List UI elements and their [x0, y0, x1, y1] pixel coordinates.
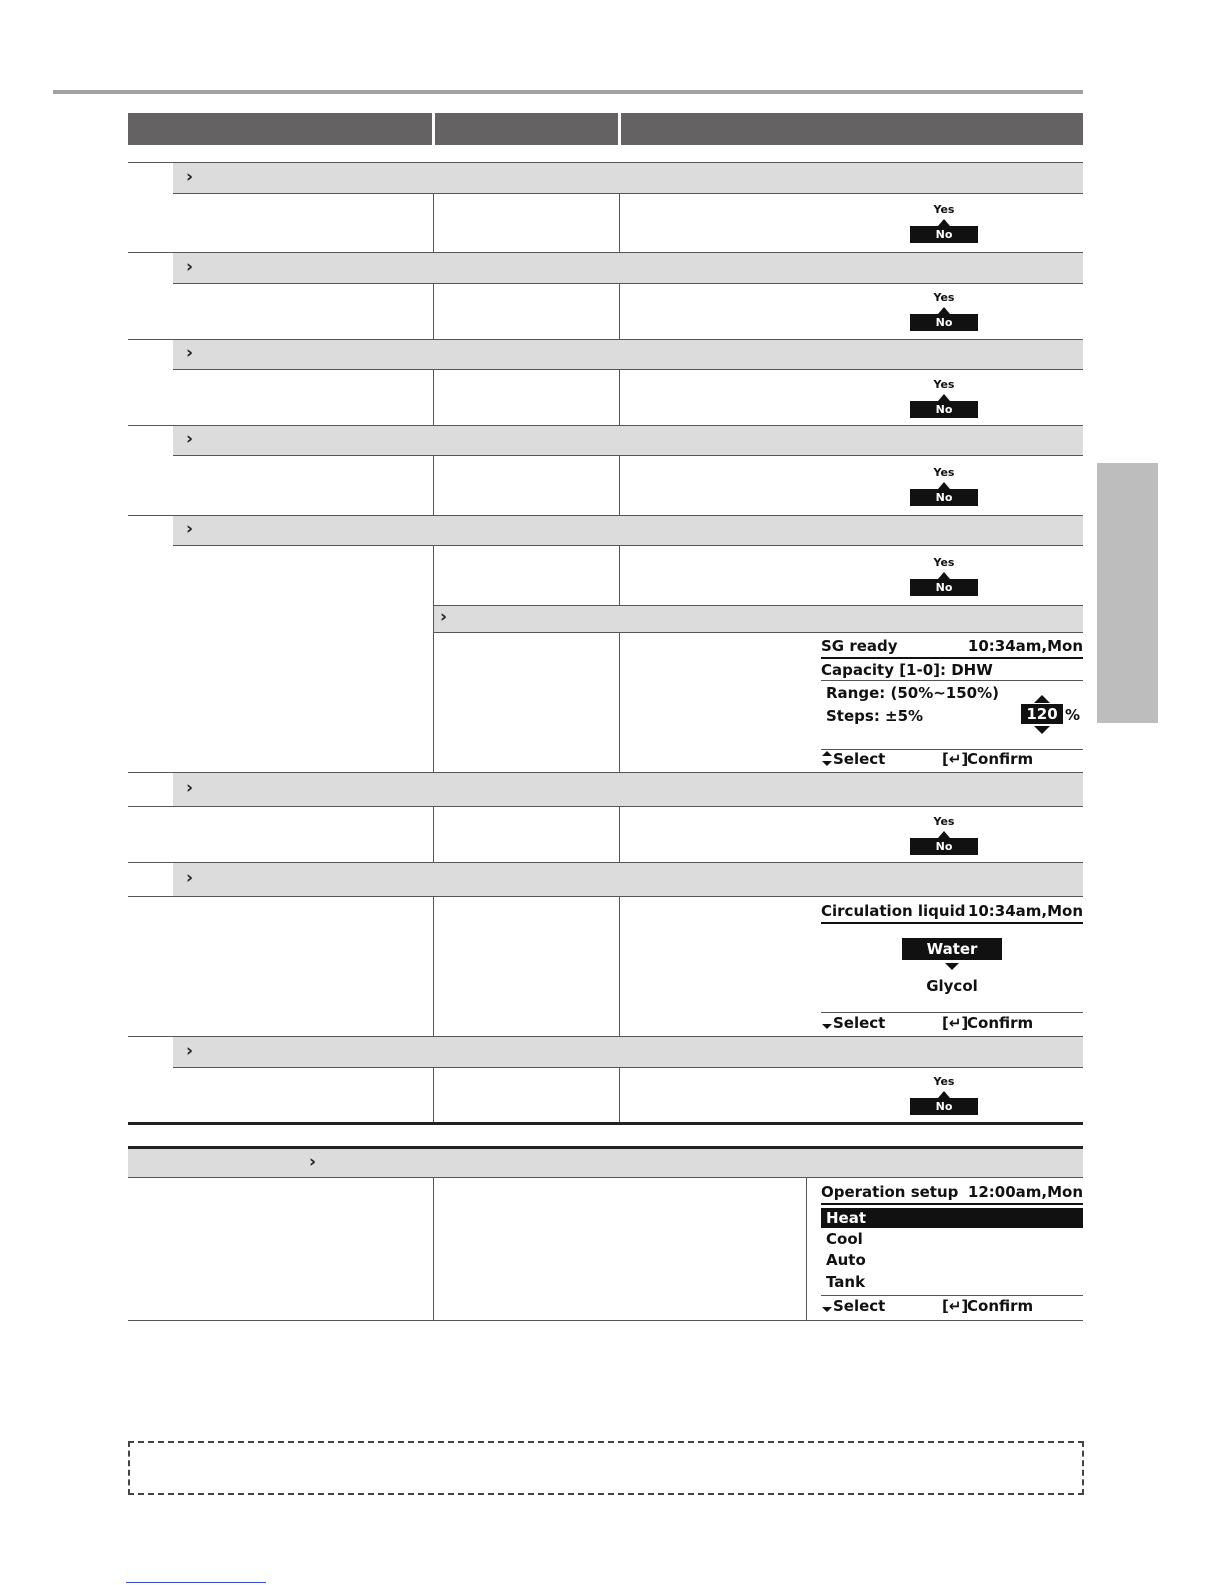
row-divider: [173, 283, 1083, 284]
option-yes[interactable]: Yes: [933, 466, 955, 479]
option-yes[interactable]: Yes: [933, 1075, 955, 1088]
chevron-right-icon: ›: [309, 1152, 317, 1172]
chevron-right-icon: ›: [186, 167, 194, 187]
group-band-1: [173, 163, 1083, 193]
row-divider: [128, 1177, 1083, 1178]
group-band-9: [128, 1149, 1083, 1177]
screen-divider: [821, 922, 1083, 924]
option-yes[interactable]: Yes: [933, 815, 955, 828]
option-no-selected[interactable]: No: [910, 314, 978, 331]
arrow-up-icon: [938, 831, 950, 838]
decrease-arrow-icon[interactable]: [1034, 726, 1050, 734]
col-divider: [619, 370, 620, 425]
col-divider: [433, 897, 434, 1036]
arrow-up-icon: [938, 307, 950, 314]
table-header-col-1: [128, 113, 432, 145]
increase-arrow-icon[interactable]: [1034, 695, 1050, 703]
confirm-hint: Confirm: [967, 750, 1034, 768]
chevron-right-icon: ›: [186, 868, 194, 888]
arrow-up-icon: [938, 394, 950, 401]
note-box: [128, 1441, 1084, 1495]
col-divider: [619, 1068, 620, 1122]
row-divider: [173, 1067, 1083, 1068]
chapter-side-tab: [1097, 463, 1158, 723]
screen-time: 10:34am,Mon: [967, 902, 1083, 920]
row-divider: [173, 193, 1083, 194]
arrow-up-icon: [938, 482, 950, 489]
screen-time: 12:00am,Mon: [967, 1183, 1083, 1201]
col-divider: [433, 284, 434, 339]
arrow-up-icon: [938, 572, 950, 579]
yes-no-selector[interactable]: [910, 1075, 980, 1117]
option-cool[interactable]: Cool: [826, 1230, 863, 1248]
group-band-3: [173, 340, 1083, 369]
col-divider: [433, 370, 434, 425]
screen-divider: [821, 1203, 1083, 1205]
chevron-right-icon: ›: [186, 519, 194, 539]
option-no-selected[interactable]: No: [910, 579, 978, 596]
chevron-right-icon: ›: [186, 429, 194, 449]
enter-key-icon: [↵]: [942, 750, 969, 768]
option-auto[interactable]: Auto: [826, 1251, 866, 1269]
select-down-icon: [822, 761, 832, 766]
arrow-up-icon: [938, 219, 950, 226]
row-divider: [434, 632, 1083, 633]
option-yes[interactable]: Yes: [933, 291, 955, 304]
option-no-selected[interactable]: No: [910, 401, 978, 418]
col-divider: [433, 456, 434, 515]
group-band-5: [173, 516, 1083, 545]
yes-no-selector[interactable]: [910, 556, 980, 598]
col-divider: [619, 456, 620, 515]
screen-divider: [821, 657, 1083, 659]
chevron-right-icon: ›: [186, 1041, 194, 1061]
option-water-selected[interactable]: Water: [902, 938, 1002, 960]
chevron-right-icon: ›: [440, 607, 448, 627]
option-yes[interactable]: Yes: [933, 378, 955, 391]
screen-divider: [821, 1295, 1083, 1296]
sub-group-band: [434, 606, 1083, 632]
yes-no-selector[interactable]: [910, 815, 980, 857]
screen-time: 10:34am,Mon: [967, 637, 1083, 655]
screen-title: Circulation liquid: [821, 902, 966, 920]
col-divider: [433, 1178, 434, 1320]
select-down-icon: [822, 1024, 832, 1029]
chevron-right-icon: ›: [186, 778, 194, 798]
row-divider: [128, 806, 1083, 807]
select-hint: Select: [833, 1014, 886, 1032]
col-divider: [619, 546, 620, 605]
row-divider: [128, 1320, 1083, 1321]
group-band-2: [173, 253, 1083, 283]
yes-no-selector[interactable]: [910, 203, 980, 245]
col-divider: [619, 194, 620, 252]
enter-key-icon: [↵]: [942, 1014, 969, 1032]
unit-percent: %: [1065, 706, 1081, 724]
table-header-col-3: [621, 113, 1083, 145]
screen-divider: [821, 680, 1083, 681]
screen-title: Operation setup: [821, 1183, 959, 1201]
option-glycol[interactable]: Glycol: [926, 977, 978, 995]
group-band-6: [173, 773, 1083, 806]
yes-no-selector[interactable]: [910, 378, 980, 420]
option-no-selected[interactable]: No: [910, 838, 978, 855]
option-tank[interactable]: Tank: [826, 1273, 866, 1291]
table-end-rule: [128, 1122, 1083, 1125]
row-divider: [128, 896, 1083, 897]
col-divider: [433, 194, 434, 252]
group-band-7: [173, 863, 1083, 896]
col-divider: [619, 897, 620, 1036]
screen-divider: [821, 1012, 1083, 1013]
select-up-icon: [822, 751, 832, 756]
chevron-right-icon: ›: [186, 343, 194, 363]
option-heat-selected[interactable]: Heat: [821, 1208, 1083, 1228]
option-yes[interactable]: Yes: [933, 556, 955, 569]
circulation-liquid-screen: [821, 902, 1083, 1034]
col-divider: [433, 546, 434, 772]
chevron-right-icon: ›: [186, 257, 194, 277]
arrow-up-icon: [938, 1091, 950, 1098]
confirm-hint: Confirm: [967, 1297, 1034, 1315]
enter-key-icon: [↵]: [942, 1297, 969, 1315]
col-divider: [433, 807, 434, 862]
yes-no-selector[interactable]: [910, 466, 980, 508]
row-divider: [173, 545, 1083, 546]
select-hint: Select: [833, 750, 886, 768]
footer-link-underline: [126, 1582, 266, 1583]
option-yes[interactable]: Yes: [933, 203, 955, 216]
option-no-selected[interactable]: No: [910, 226, 978, 243]
arrow-down-icon: [945, 963, 959, 970]
select-down-icon: [822, 1307, 832, 1312]
col-divider: [619, 807, 620, 862]
col-divider: [619, 633, 620, 772]
operation-setup-screen: [821, 1183, 1083, 1318]
col-divider: [433, 1068, 434, 1122]
range-text: Range: (50%~150%): [826, 684, 1000, 702]
col-divider: [806, 1178, 807, 1320]
steps-text: Steps: ±5%: [826, 707, 924, 725]
group-band-4: [173, 426, 1083, 455]
confirm-hint: Confirm: [967, 1014, 1034, 1032]
col-divider: [619, 284, 620, 339]
option-no-selected[interactable]: No: [910, 489, 978, 506]
select-hint: Select: [833, 1297, 886, 1315]
top-rule: [53, 90, 1083, 94]
row-divider: [173, 455, 1083, 456]
screen-subtitle: Capacity [1-0]: DHW: [821, 661, 993, 679]
sg-ready-screen: [821, 637, 1083, 772]
table-header-col-2: [435, 113, 618, 145]
screen-title: SG ready: [821, 637, 898, 655]
row-divider: [173, 369, 1083, 370]
option-no-selected[interactable]: No: [910, 1098, 978, 1115]
group-band-8: [173, 1037, 1083, 1067]
capacity-value[interactable]: 120: [1021, 704, 1063, 724]
yes-no-selector[interactable]: [910, 291, 980, 333]
